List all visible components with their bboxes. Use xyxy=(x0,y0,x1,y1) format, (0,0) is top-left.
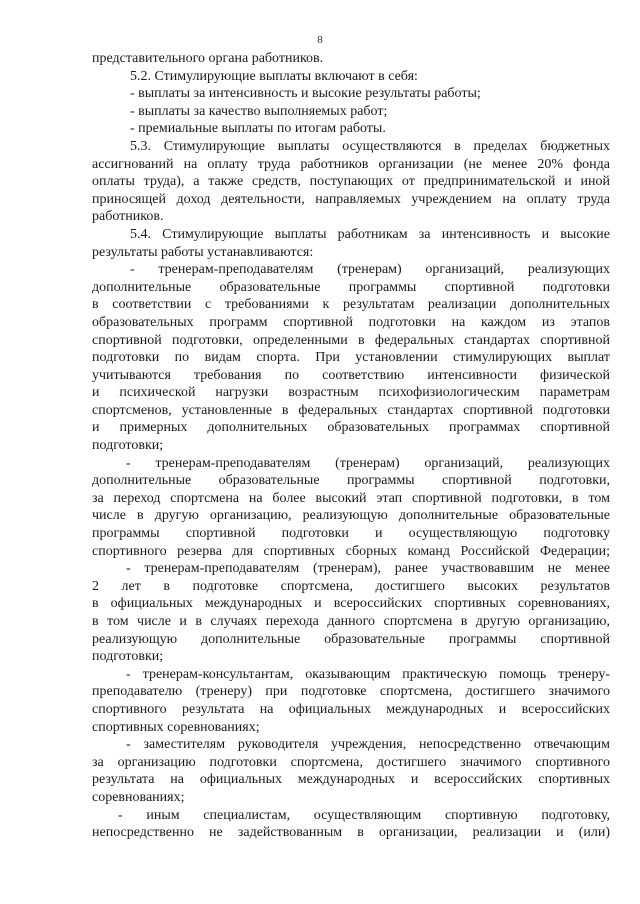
text-line: образовательных программ спортивной подготовки на каждом из этапов xyxy=(92,314,610,330)
text-line: подготовки по видам спорта. При установлении стимулирующих выплат xyxy=(92,350,610,366)
text-line: - иным специалистам, осуществляющим спортивную подготовку, xyxy=(118,807,610,823)
text-line: спортивной подготовки, определенными в федеральных стандартах спортивной xyxy=(92,332,610,348)
document-body xyxy=(92,50,610,842)
text-line: в том числе и в случаях перехода данного спортсмена в другую организацию, xyxy=(92,614,610,629)
text-line: - тренерам-преподавателям (тренерам), ранее участвовавшим не менее xyxy=(126,561,610,577)
text-line: подготовки; xyxy=(92,438,164,454)
text-line: работников. xyxy=(92,209,164,225)
text-line: - премиальные выплаты по итогам работы. xyxy=(130,121,386,137)
text-line: за организацию подготовки спортсмена, достигшего значимого спортивного xyxy=(92,754,610,770)
text-line: в соответствии с требованиями к результатам реализации дополнительных xyxy=(92,297,610,313)
page-number: 8 xyxy=(317,34,323,46)
text-line: 5.2. Стимулирующие выплаты включают в себя: xyxy=(130,68,418,84)
text-line: - тренерам-преподавателям (тренерам) организаций, реализующих xyxy=(130,262,610,278)
text-line: 2 лет в подготовке спортсмена, достигшего высоких результатов xyxy=(92,578,610,594)
text-line: учитываются требования по соответствию интенсивности физической xyxy=(92,367,610,383)
text-line: числе в другую организацию, реализующую дополнительные образовательные xyxy=(92,508,610,524)
text-line: результаты работы устанавливаются: xyxy=(92,244,314,260)
text-line: дополнительные образовательные программы спортивной подготовки, xyxy=(92,473,610,489)
text-line: преподавателю (тренеру) при подготовке спортсмена, достигшего значимого xyxy=(92,684,610,700)
text-line: подготовки; xyxy=(92,649,164,665)
text-line: 5.3. Стимулирующие выплаты осуществляются в пределах бюджетных xyxy=(130,138,610,154)
text-line: в официальных международных и всероссийских спортивных соревнованиях, xyxy=(92,596,610,612)
text-line: ассигнований на оплату труда работников организации (не менее 20% фонда xyxy=(92,156,610,172)
text-line: результата на официальных международных и всероссийских спортивных xyxy=(92,772,610,788)
text-line: - тренерам-преподавателям (тренерам) организаций, реализующих xyxy=(126,455,610,471)
text-line: приносящей доход деятельности, направляемых учреждением на оплату труда xyxy=(92,191,610,207)
text-line: спортивных соревнованиях; xyxy=(92,719,260,735)
text-line: соревнованиях; xyxy=(92,789,185,805)
text-line: спортсменов, установленные в федеральных стандартах спортивной подготовки xyxy=(92,402,610,418)
text-line: оплаты труда), а также средств, поступающих от предпринимательской и иной xyxy=(92,174,610,190)
text-line: - тренерам-консультантам, оказывающим практическую помощь тренеру- xyxy=(126,666,610,682)
text-line: - выплаты за интенсивность и высокие результаты работы; xyxy=(130,86,481,102)
text-line: - заместителям руководителя учреждения, непосредственно отвечающим xyxy=(126,737,610,753)
text-line: спортивного результата на официальных международных и всероссийских xyxy=(92,701,610,717)
text-line: представительного органа работников. xyxy=(92,51,324,66)
text-line: спортивного резерва для спортивных сборных команд Российской Федерации; xyxy=(92,543,610,559)
text-line: - выплаты за качество выполняемых работ; xyxy=(130,103,388,119)
text-line: программы спортивной подготовки и осуществляющую подготовку xyxy=(92,526,610,542)
text-line: 5.4. Стимулирующие выплаты работникам за интенсивность и высокие xyxy=(130,226,610,242)
text-line: и психической нагрузки возрастным психофизиологическим параметрам xyxy=(92,385,610,401)
text-line: реализующую дополнительные образовательные программы спортивной xyxy=(92,631,610,647)
text-line: за переход спортсмена на более высокий этап спортивной подготовки, в том xyxy=(92,490,610,506)
text-line: дополнительные образовательные программы спортивной подготовки xyxy=(92,279,610,295)
text-line: и примерных дополнительных образовательных программах спортивной xyxy=(92,420,610,436)
text-line: непосредственно не задействованным в организации, реализации и (или) xyxy=(92,825,610,841)
